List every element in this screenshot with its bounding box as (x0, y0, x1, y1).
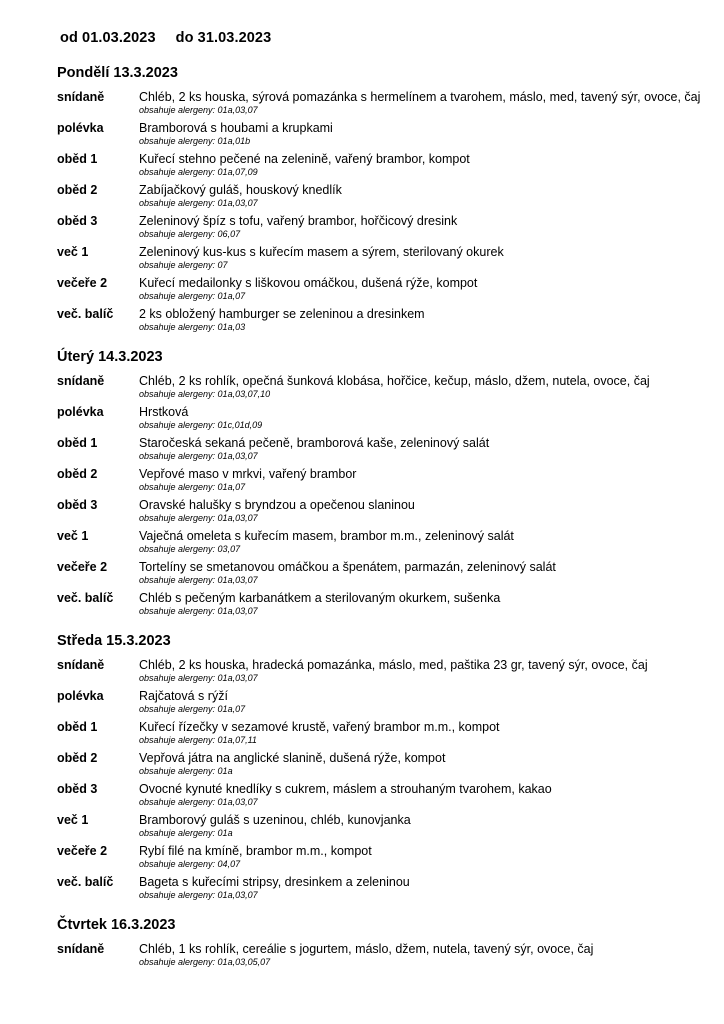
meal-row (57, 276, 697, 307)
meal-dish: Chléb, 2 ks rohlík, opečná šunková klobása, hořčice, kečup, máslo, džem, nutela, ovoce, čaj (139, 374, 650, 388)
meal-row (57, 152, 697, 183)
meal-allergens: obsahuje alergeny: 01a,01b (139, 136, 251, 146)
meal-content (139, 467, 697, 498)
meal-allergens: obsahuje alergeny: 01a,03,07 (139, 606, 258, 616)
meal-allergens: obsahuje alergeny: 01a,03,07 (139, 673, 258, 683)
meal-dish: Zeleninový špíz s tofu, vařený brambor, hořčicový dresink (139, 214, 458, 228)
meal-content (139, 844, 697, 875)
meal-allergens: obsahuje alergeny: 01a,07,09 (139, 167, 258, 177)
meal-dish: Kuřecí medailonky s liškovou omáčkou, dušená rýže, kompot (139, 276, 478, 290)
meal-allergens: obsahuje alergeny: 01a,03,07 (139, 513, 258, 523)
meal-label: večeře 2 (57, 560, 108, 574)
meal-allergens: obsahuje alergeny: 01a,03,07 (139, 198, 258, 208)
meal-dish: Bramborová s houbami a krupkami (139, 121, 333, 135)
meal-label: več 1 (57, 529, 89, 543)
day-section (57, 630, 697, 906)
meal-row (57, 374, 697, 405)
meal-label: oběd 3 (57, 782, 98, 796)
meal-row (57, 436, 697, 467)
meal-dish: Vepřová játra na anglické slanině, dušená rýže, kompot (139, 751, 446, 765)
meal-content (139, 276, 697, 307)
meal-content (139, 183, 697, 214)
meal-dish: Kuřecí řízečky v sezamové krustě, vařený brambor m.m., kompot (139, 720, 500, 734)
meal-dish: Chléb, 2 ks houska, hradecká pomazánka, máslo, med, paštika 23 gr, tavený sýr, ovoce, čaj (139, 658, 648, 672)
meal-allergens: obsahuje alergeny: 01a,07 (139, 704, 246, 714)
day-title: Středa 15.3.2023 (57, 633, 171, 649)
meal-allergens: obsahuje alergeny: 01c,01d,09 (139, 420, 263, 430)
meal-content (139, 720, 697, 751)
meal-content (139, 121, 697, 152)
meal-allergens: obsahuje alergeny: 06,07 (139, 229, 241, 239)
meal-dish: Hrstková (139, 405, 189, 419)
meal-dish: Bageta s kuřecími stripsy, dresinkem a zeleninou (139, 875, 410, 889)
meal-dish: Chléb, 1 ks rohlík, cereálie s jogurtem, máslo, džem, nutela, tavený sýr, ovoce, čaj (139, 942, 594, 956)
date-to: do 31.03.2023 (175, 30, 272, 46)
meal-dish: Chléb s pečeným karbanátkem a sterilovaným okurkem, sušenka (139, 591, 501, 605)
day-title: Čtvrtek 16.3.2023 (57, 917, 176, 933)
meal-row (57, 942, 697, 973)
meal-label: večeře 2 (57, 276, 108, 290)
meal-row (57, 658, 697, 689)
meal-content (139, 751, 697, 782)
meal-dish: Bramborový guláš s uzeninou, chléb, kunovjanka (139, 813, 411, 827)
meal-dish: Chléb, 2 ks houska, sýrová pomazánka s hermelínem a tvarohem, máslo, med, tavený sýr, ovoce, čaj (139, 90, 701, 104)
meal-dish: Zabíjačkový guláš, houskový knedlík (139, 183, 342, 197)
meal-content (139, 214, 697, 245)
meal-label: več. balíč (57, 875, 114, 889)
meal-content (139, 560, 697, 591)
meal-dish: 2 ks obložený hamburger se zeleninou a dresinkem (139, 307, 425, 321)
meal-allergens: obsahuje alergeny: 04,07 (139, 859, 241, 869)
meal-row (57, 245, 697, 276)
meal-row (57, 405, 697, 436)
day-section (57, 62, 701, 338)
meal-row (57, 183, 697, 214)
meal-allergens: obsahuje alergeny: 01a (139, 828, 233, 838)
meal-label: več 1 (57, 813, 89, 827)
meal-label: več 1 (57, 245, 89, 259)
meal-row (57, 307, 697, 338)
meal-label: snídaně (57, 90, 105, 104)
meal-content (139, 875, 697, 906)
meal-dish: Staročeská sekaná pečeně, bramborová kaše, zeleninový salát (139, 436, 490, 450)
meal-row (57, 121, 697, 152)
meal-label: več. balíč (57, 307, 114, 321)
day-title: Pondělí 13.3.2023 (57, 65, 178, 81)
meal-label: polévka (57, 121, 104, 135)
meal-allergens: obsahuje alergeny: 01a,03,07 (139, 451, 258, 461)
meal-dish: Kuřecí stehno pečené na zelenině, vařený brambor, kompot (139, 152, 470, 166)
meal-label: več. balíč (57, 591, 114, 605)
date-from: od 01.03.2023 (60, 30, 156, 46)
day-section (57, 914, 697, 973)
meal-allergens: obsahuje alergeny: 01a,03,07 (139, 105, 258, 115)
meal-row (57, 720, 697, 751)
meal-row (57, 689, 697, 720)
meal-content (139, 498, 697, 529)
meal-label: oběd 2 (57, 467, 98, 481)
meal-label: polévka (57, 689, 104, 703)
meal-dish: Rajčatová s rýží (139, 689, 228, 703)
meal-allergens: obsahuje alergeny: 01a (139, 766, 233, 776)
meal-content (139, 591, 697, 622)
meal-content (139, 307, 697, 338)
meal-label: večeře 2 (57, 844, 108, 858)
meal-label: oběd 1 (57, 720, 98, 734)
meal-allergens: obsahuje alergeny: 01a,03,07 (139, 575, 258, 585)
meal-dish: Rybí filé na kmíně, brambor m.m., kompot (139, 844, 372, 858)
meal-row (57, 782, 697, 813)
meal-label: snídaně (57, 374, 105, 388)
meal-content (139, 374, 697, 405)
meal-label: oběd 1 (57, 436, 98, 450)
meal-row (57, 844, 697, 875)
meal-label: oběd 3 (57, 498, 98, 512)
meal-content (139, 782, 697, 813)
meal-label: oběd 2 (57, 751, 98, 765)
meal-content (139, 152, 697, 183)
meal-row (57, 560, 697, 591)
meal-content (139, 942, 697, 973)
meal-dish: Ovocné kynuté knedlíky s cukrem, máslem a strouhaným tvarohem, kakao (139, 782, 552, 796)
date-range (60, 30, 271, 46)
meal-dish: Oravské halušky s bryndzou a opečenou slaninou (139, 498, 415, 512)
meal-row (57, 529, 697, 560)
meal-content (139, 813, 697, 844)
meal-content (139, 529, 697, 560)
meal-label: polévka (57, 405, 104, 419)
meal-dish: Zeleninový kus-kus s kuřecím masem a sýrem, sterilovaný okurek (139, 245, 504, 259)
meal-row (57, 751, 697, 782)
meal-dish: Vaječná omeleta s kuřecím masem, brambor m.m., zeleninový salát (139, 529, 514, 543)
meal-label: snídaně (57, 942, 105, 956)
meal-row (57, 813, 697, 844)
day-section (57, 346, 697, 622)
meal-content (139, 245, 697, 276)
meal-label: oběd 2 (57, 183, 98, 197)
meal-row (57, 90, 701, 121)
menu-days (57, 62, 701, 981)
meal-allergens: obsahuje alergeny: 01a,03 (139, 322, 246, 332)
meal-allergens: obsahuje alergeny: 07 (139, 260, 228, 270)
meal-label: oběd 1 (57, 152, 98, 166)
meal-row (57, 498, 697, 529)
meal-content (139, 405, 697, 436)
meal-label: snídaně (57, 658, 105, 672)
meal-label: oběd 3 (57, 214, 98, 228)
meal-row (57, 467, 697, 498)
meal-content (139, 689, 697, 720)
meal-allergens: obsahuje alergeny: 01a,07 (139, 482, 246, 492)
meal-content (139, 658, 697, 689)
meal-content (139, 90, 700, 121)
meal-allergens: obsahuje alergeny: 01a,07 (139, 291, 246, 301)
meal-row (57, 591, 697, 622)
meal-row (57, 875, 697, 906)
meal-dish: Vepřové maso v mrkvi, vařený brambor (139, 467, 357, 481)
meal-allergens: obsahuje alergeny: 01a,03,07 (139, 797, 258, 807)
meal-content (139, 436, 697, 467)
meal-dish: Tortelíny se smetanovou omáčkou a špenátem, parmazán, zeleninový salát (139, 560, 556, 574)
meal-allergens: obsahuje alergeny: 01a,07,11 (139, 735, 257, 745)
meal-allergens: obsahuje alergeny: 01a,03,07 (139, 890, 258, 900)
meal-allergens: obsahuje alergeny: 01a,03,07,10 (139, 389, 271, 399)
meal-allergens: obsahuje alergeny: 01a,03,05,07 (139, 957, 271, 967)
day-title: Úterý 14.3.2023 (57, 349, 163, 365)
meal-allergens: obsahuje alergeny: 03,07 (139, 544, 241, 554)
meal-row (57, 214, 697, 245)
